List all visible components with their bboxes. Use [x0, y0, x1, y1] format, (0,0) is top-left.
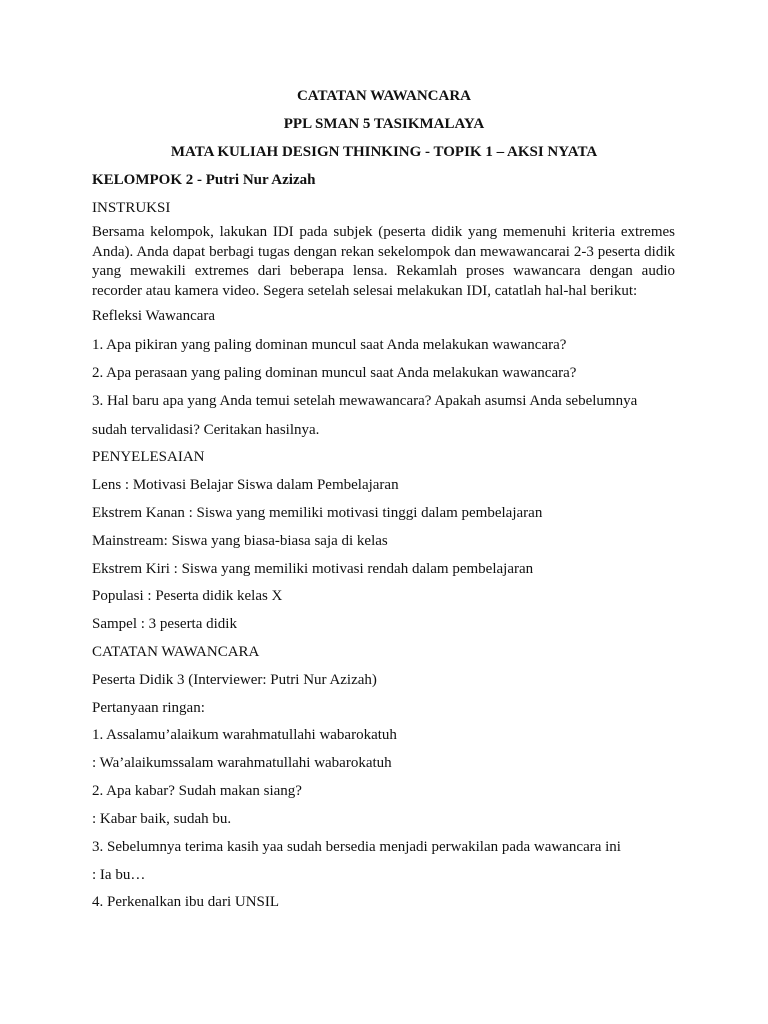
interview-line: : Ia bu…	[92, 867, 146, 883]
sample-line: Sampel : 3 peserta didik	[92, 616, 237, 632]
doc-title: CATATAN WAWANCARA	[296, 88, 472, 104]
group-label: KELOMPOK 2 - Putri Nur Azizah	[92, 172, 316, 188]
interview-participant: Peserta Didik 3 (Interviewer: Putri Nur Azizah)	[92, 672, 377, 688]
reflection-question-3: 3. Hal baru apa yang Anda temui setelah mewawancara? Apakah asumsi Anda sebelumnya	[92, 393, 638, 409]
interview-line: 2. Apa kabar? Sudah makan siang?	[92, 783, 302, 799]
solution-heading: PENYELESAIAN	[92, 449, 205, 465]
lens-line: Lens : Motivasi Belajar Siswa dalam Pembelajaran	[92, 477, 399, 493]
doc-subtitle-school: PPL SMAN 5 TASIKMALAYA	[283, 116, 485, 132]
reflection-question-3-continued: sudah tervalidasi? Ceritakan hasilnya.	[92, 422, 320, 438]
mainstream-line: Mainstream: Siswa yang biasa-biasa saja di kelas	[92, 533, 388, 549]
left-extreme-line: Ekstrem Kiri : Siswa yang memiliki motivasi rendah dalam pembelajaran	[92, 561, 534, 577]
instruction-paragraph: Bersama kelompok, lakukan IDI pada subjek (peserta didik yang memenuhi kriteria extremes Anda). Anda dapat berbagi tugas dengan rekan sekelompok dan mewawancarai 2-3 peserta didik yang mewakili extremes dari beberapa lensa. Rekamlah proses wawancara dengan audio recorder atau kamera video. Segera setelah selesai melakukan IDI, catatlah hal-hal berikut:	[92, 224, 675, 299]
interview-line: : Wa’alaikumssalam warahmatullahi wabarokatuh	[92, 755, 392, 771]
right-extreme-line: Ekstrem Kanan : Siswa yang memiliki motivasi tinggi dalam pembelajaran	[92, 505, 543, 521]
reflection-question-1: 1. Apa pikiran yang paling dominan muncul saat Anda melakukan wawancara?	[92, 337, 567, 353]
interview-heading: CATATAN WAWANCARA	[92, 644, 260, 660]
reflection-heading: Refleksi Wawancara	[92, 308, 216, 324]
interview-line: 1. Assalamu’alaikum warahmatullahi wabarokatuh	[92, 727, 397, 743]
interview-line: 4. Perkenalkan ibu dari UNSIL	[92, 894, 280, 910]
interview-line: : Kabar baik, sudah bu.	[92, 811, 232, 827]
population-line: Populasi : Peserta didik kelas X	[92, 588, 283, 604]
light-questions-heading: Pertanyaan ringan:	[92, 700, 205, 716]
reflection-question-2: 2. Apa perasaan yang paling dominan muncul saat Anda melakukan wawancara?	[92, 365, 577, 381]
interview-line: 3. Sebelumnya terima kasih yaa sudah bersedia menjadi perwakilan pada wawancara ini	[92, 839, 621, 855]
doc-subtitle-course: MATA KULIAH DESIGN THINKING - TOPIK 1 – AKSI NYATA	[170, 144, 598, 160]
instruction-heading: INSTRUKSI	[92, 200, 171, 216]
